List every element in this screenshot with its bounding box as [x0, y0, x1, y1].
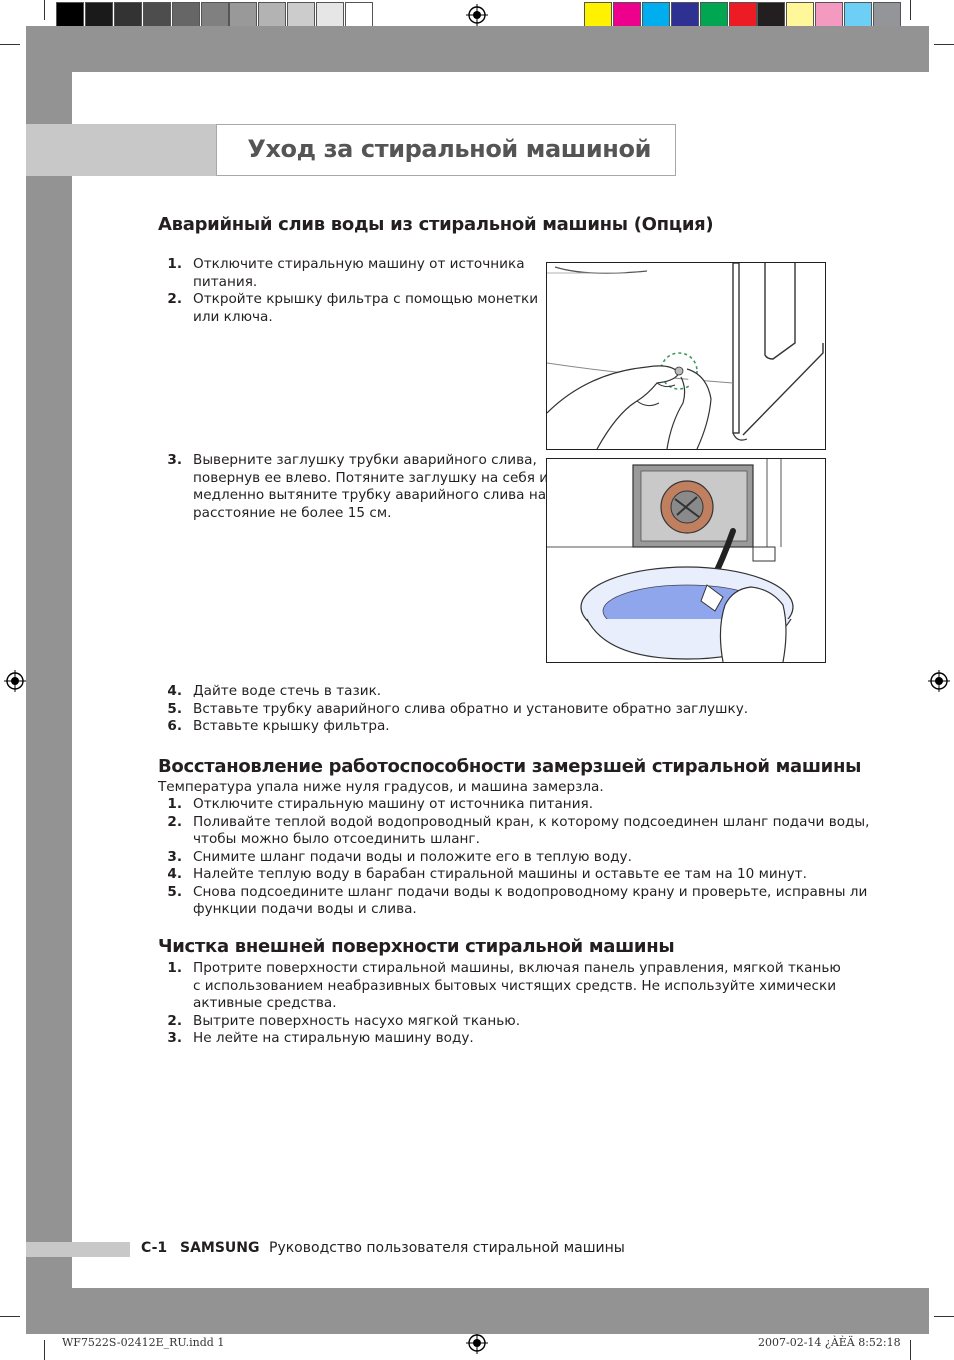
step-number: 6.	[167, 718, 182, 734]
step-text: Выверните заглушку трубки аварийного слива,	[193, 452, 537, 468]
color-swatch	[642, 2, 670, 29]
crop-mark	[0, 44, 20, 45]
step-number: 2.	[167, 1012, 182, 1029]
step-text: активные средства.	[193, 995, 337, 1011]
color-swatch	[584, 2, 612, 29]
step-text: или ключа.	[193, 308, 273, 325]
crop-mark	[934, 44, 954, 45]
step-number: 5.	[167, 700, 182, 717]
crop-mark	[44, 0, 45, 20]
color-swatch	[729, 2, 757, 29]
section-heading-emergency-drain: Аварийный слив воды из стиральной машины (Опция)	[158, 214, 714, 235]
color-swatch	[316, 2, 344, 29]
step-text: функции подачи воды и слива.	[193, 901, 417, 917]
document-title: Руководство пользователя стиральной машины	[269, 1240, 625, 1256]
color-swatch	[258, 2, 286, 29]
step-text: Вытрите поверхность насухо мягкой тканью.	[193, 1012, 521, 1029]
color-swatch	[786, 2, 814, 29]
color-swatch	[613, 2, 641, 29]
crop-mark	[0, 1316, 20, 1317]
step-text: Вставьте трубку аварийного слива обратно и установите обратно заглушку.	[193, 700, 749, 717]
page-frame-top	[26, 26, 929, 72]
crop-mark	[910, 0, 911, 20]
step-text: Налейте теплую воду в барабан стиральной машины и оставьте ее там на 10 минут.	[193, 866, 807, 882]
step-number: 2.	[167, 291, 182, 307]
step-text: Вставьте крышку фильтра.	[193, 718, 390, 734]
step-text: питания.	[193, 273, 258, 290]
step-text: Отключите стиральную машину от источника питания.	[193, 796, 594, 812]
color-swatch	[56, 2, 84, 29]
color-swatch	[172, 2, 200, 29]
section-heading-frozen-machine: Восстановление работоспособности замерзшей стиральной машины	[158, 756, 862, 777]
color-swatch	[844, 2, 872, 29]
header-band	[26, 124, 218, 176]
step-number: 4.	[167, 866, 182, 882]
page-frame-left	[26, 26, 72, 1334]
section-intro: Температура упала ниже нуля градусов, и машина замерзла.	[158, 779, 604, 795]
illustration-drain-hose-into-bowl	[546, 458, 826, 663]
step-number: 5.	[167, 883, 182, 900]
slug-filename: WF7522S-02412E_RU.indd 1	[62, 1336, 225, 1349]
footer-band	[26, 1242, 130, 1257]
page-frame-bottom	[26, 1288, 929, 1334]
color-swatch	[201, 2, 229, 29]
color-swatch	[229, 2, 257, 29]
crop-mark	[910, 1340, 911, 1360]
step-number: 3.	[167, 1030, 182, 1046]
step-number: 3.	[167, 452, 182, 468]
step-number: 4.	[167, 683, 182, 699]
color-swatch	[85, 2, 113, 29]
slug-timestamp: 2007-02-14 ¿ÀÈÄ 8:52:18	[758, 1336, 901, 1349]
color-swatch	[143, 2, 171, 29]
registration-mark-right-icon	[928, 670, 950, 692]
step-text: Поливайте теплой водой водопроводный кран, к которому подсоединен шланг подачи воды,	[193, 813, 870, 830]
color-swatch	[815, 2, 843, 29]
header-box	[216, 124, 676, 176]
brand-name: SAMSUNG	[180, 1240, 260, 1256]
step-text: с использованием неабразивных бытовых чистящих средств. Не используйте химически	[193, 977, 837, 994]
registration-mark-bottom-icon	[466, 1332, 488, 1354]
color-swatch	[671, 2, 699, 29]
step-text: Откройте крышку фильтра с помощью монетки	[193, 291, 539, 307]
step-text: Снова подсоедините шланг подачи воды к водопроводному крану и проверьте, исправны ли	[193, 883, 868, 900]
color-swatch	[114, 2, 142, 29]
page-number: C-1	[141, 1240, 168, 1256]
step-text: Дайте воде стечь в тазик.	[193, 683, 382, 699]
step-text: Не лейте на стиральную машину воду.	[193, 1030, 474, 1046]
step-number: 3.	[167, 848, 182, 865]
step-text: расстояние не более 15 см.	[193, 504, 392, 521]
color-swatch	[700, 2, 728, 29]
step-number: 1.	[167, 960, 182, 976]
step-text: медленно вытяните трубку аварийного слива на	[193, 487, 547, 503]
color-swatch	[757, 2, 785, 29]
section-heading-exterior-cleaning: Чистка внешней поверхности стиральной машины	[158, 936, 675, 957]
color-swatch	[345, 2, 373, 29]
illustration-open-filter-cover	[546, 262, 826, 450]
step-number: 1.	[167, 256, 182, 272]
step-text: Отключите стиральную машину от источника	[193, 256, 525, 272]
color-swatch	[287, 2, 315, 29]
crop-mark	[44, 1340, 45, 1360]
registration-mark-top-icon	[466, 4, 488, 26]
step-text: чтобы можно было отсоединить шланг.	[193, 831, 480, 847]
step-text: повернув ее влево. Потяните заглушку на себя и	[193, 469, 549, 486]
step-number: 1.	[167, 796, 182, 812]
color-swatch	[873, 2, 901, 29]
page-title: Уход за стиральной машиной	[247, 135, 651, 163]
step-number: 2.	[167, 813, 182, 830]
crop-mark	[934, 1316, 954, 1317]
registration-mark-left-icon	[4, 670, 26, 692]
step-text: Протрите поверхности стиральной машины, включая панель управления, мягкой тканью	[193, 960, 841, 976]
step-text: Снимите шланг подачи воды и положите его в теплую воду.	[193, 848, 632, 865]
